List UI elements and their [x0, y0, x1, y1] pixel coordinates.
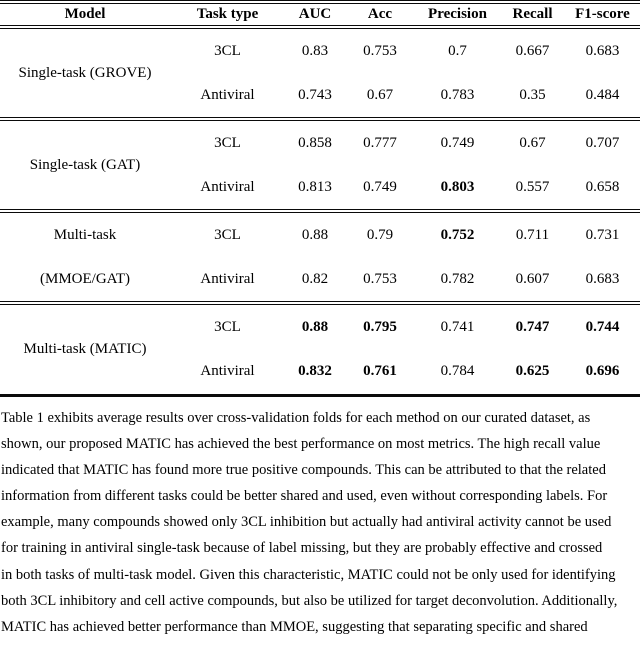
model-name-line2: (MMOE/GAT) [40, 270, 130, 287]
task-type-cell: Antiviral [200, 270, 255, 287]
recall-cell: 0.747 [500, 303, 565, 349]
auc-cell: 0.743 [298, 86, 332, 103]
auc-cell: 0.88 [285, 211, 345, 257]
f1-score-cell: 0.696 [585, 362, 620, 379]
caption-line-3: indicated that MATIC has found more true positive compounds. This can be attributed to that the related [1, 461, 606, 478]
task-type-cell: 3CL [170, 303, 285, 349]
auc-cell: 0.858 [285, 119, 345, 165]
caption-line-9: MATIC has achieved better performance than MMOE, suggesting that separating specific and shared [1, 619, 588, 635]
task-type-cell: Antiviral [200, 86, 255, 103]
precision-cell: 0.803 [440, 178, 475, 195]
caption-line-8: both 3CL inhibitory and cell active compounds, but also be utilized for target deconvolution. Additionally, [1, 592, 618, 609]
caption-line-4: information from different tasks could be better shared and used, even without corresponding labels. For [1, 488, 608, 505]
header-row [0, 2, 640, 27]
model-name-line1: Multi-task [0, 211, 170, 257]
precision-cell: 0.783 [440, 86, 475, 103]
group-single-task-gat [0, 119, 640, 211]
task-type-cell: Antiviral [200, 178, 255, 195]
auc-cell: 0.83 [285, 27, 345, 73]
acc-cell: 0.753 [345, 27, 415, 73]
column-header-precision: Precision [415, 2, 500, 27]
precision-cell: 0.749 [415, 119, 500, 165]
acc-cell: 0.753 [363, 270, 397, 287]
acc-cell: 0.777 [345, 119, 415, 165]
table-row [0, 119, 640, 165]
auc-cell: 0.82 [301, 270, 329, 287]
precision-cell: 0.741 [415, 303, 500, 349]
caption-line-5: example, many compounds showed only 3CL inhibition but actually had antiviral activity cannot be used [1, 514, 612, 531]
column-header-recall: Recall [500, 2, 565, 27]
caption-line-1: Table 1 exhibits average results over cross-validation folds for each method on our curated dataset, as [1, 409, 591, 426]
acc-cell: 0.67 [366, 86, 394, 103]
f1-score-cell: 0.744 [565, 303, 640, 349]
column-header-f1-score: F1-score [565, 2, 640, 27]
recall-cell: 0.557 [515, 178, 550, 195]
recall-cell: 0.667 [500, 27, 565, 73]
table-row [0, 257, 640, 303]
group-multi-task-mmoe-gat [0, 211, 640, 303]
task-type-cell: 3CL [170, 211, 285, 257]
caption-line-2: shown, our proposed MATIC has achieved the best performance on most metrics. The high recall value [1, 435, 601, 452]
recall-cell: 0.67 [500, 119, 565, 165]
f1-score-cell: 0.658 [585, 178, 620, 195]
precision-cell: 0.752 [415, 211, 500, 257]
precision-cell: 0.784 [440, 362, 475, 379]
auc-cell: 0.813 [298, 178, 332, 195]
f1-score-cell: 0.707 [565, 119, 640, 165]
table-caption-paragraph [0, 397, 640, 641]
column-header-task-type: Task type [170, 2, 285, 27]
task-type-cell: 3CL [170, 119, 285, 165]
recall-cell: 0.625 [515, 362, 550, 379]
table-row [0, 211, 640, 257]
group-multi-task-matic [0, 303, 640, 395]
auc-cell: 0.88 [285, 303, 345, 349]
task-type-cell: 3CL [170, 27, 285, 73]
column-header-auc: AUC [285, 2, 345, 27]
table-row [0, 303, 640, 349]
f1-score-cell: 0.683 [585, 270, 620, 287]
acc-cell: 0.749 [363, 178, 397, 195]
column-header-acc: Acc [345, 2, 415, 27]
table-row [0, 27, 640, 73]
precision-cell: 0.782 [440, 270, 475, 287]
f1-score-cell: 0.484 [585, 86, 620, 103]
column-header-model: Model [0, 2, 170, 27]
caption-line-7: in both tasks of multi-task model. Given this characteristic, MATIC could not be only used for identifying [1, 566, 616, 583]
caption-line-6: for training in antiviral single-task because of label missing, but they are probably effective and crossed [1, 540, 603, 557]
precision-cell: 0.7 [415, 27, 500, 73]
recall-cell: 0.711 [500, 211, 565, 257]
model-name: Multi-task (MATIC) [0, 303, 170, 395]
group-single-task-grove [0, 27, 640, 119]
recall-cell: 0.607 [515, 270, 550, 287]
acc-cell: 0.79 [345, 211, 415, 257]
task-type-cell: Antiviral [200, 362, 255, 379]
f1-score-cell: 0.683 [565, 27, 640, 73]
f1-score-cell: 0.731 [565, 211, 640, 257]
auc-cell: 0.832 [298, 362, 332, 379]
acc-cell: 0.795 [345, 303, 415, 349]
recall-cell: 0.35 [519, 86, 546, 103]
model-name: Single-task (GROVE) [0, 27, 170, 119]
acc-cell: 0.761 [363, 362, 397, 379]
model-name: Single-task (GAT) [0, 119, 170, 211]
